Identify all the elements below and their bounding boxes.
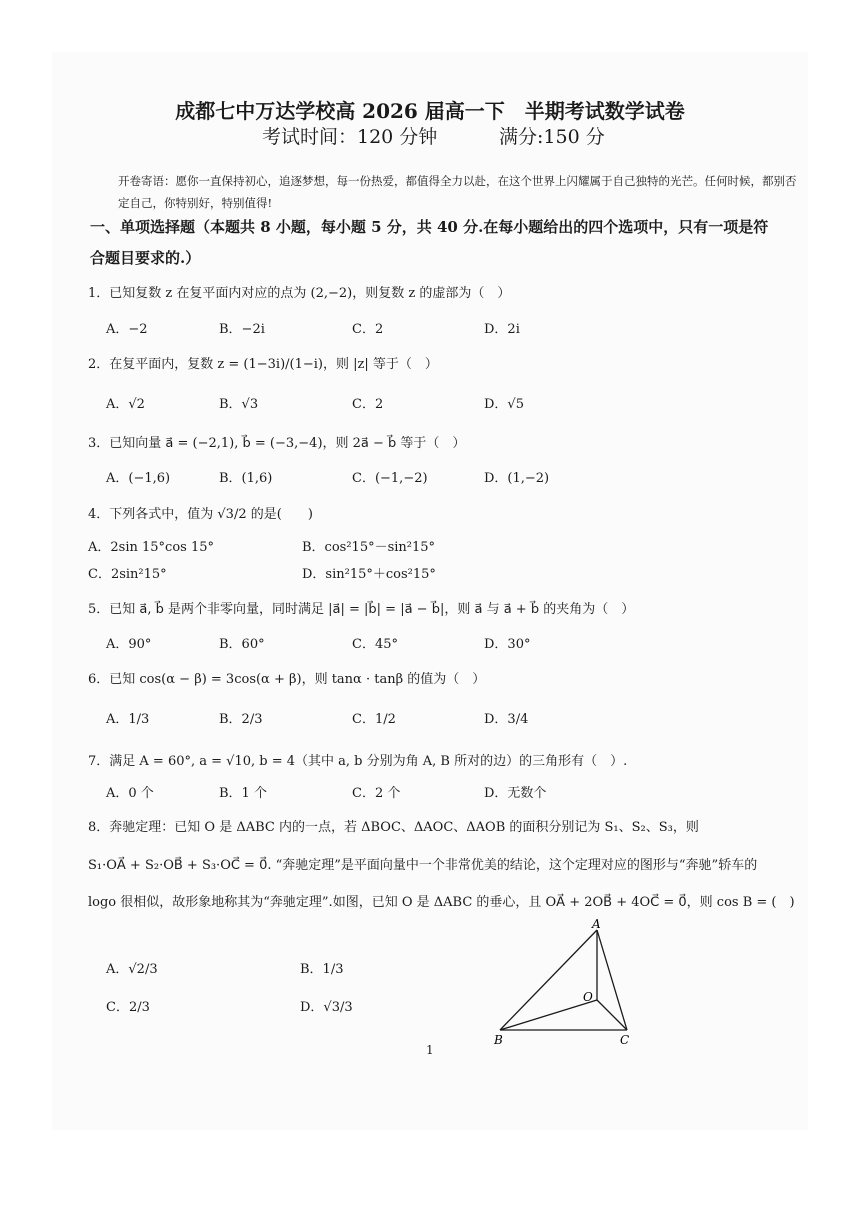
question-6-option-a: A．1/3 [106,712,150,727]
question-8-option-b: B．1/3 [300,962,344,977]
question-7-option-b: B．1 个 [219,786,267,801]
page-number: 1 [426,1043,434,1057]
exam-title: 成都七中万达学校高 2026 届高一下 半期考试数学试卷 [175,99,685,123]
exam-time: 考试时间：120 分钟 [262,126,438,148]
label-b: B [494,1033,503,1047]
exam-score: 满分:150 分 [499,126,605,148]
question-1-stem: 1．已知复数 z 在复平面内对应的点为 (2,−2)，则复数 z 的虚部为（ ） [88,286,511,301]
question-3-option-d: D．(1,−2) [484,471,550,486]
question-8-option-d: D．√3/3 [300,1000,353,1015]
question-8-stem-line-2: S₁·OA⃗ + S₂·OB⃗ + S₃·OC⃗ = 0⃗. “奔驰定理”是平面向量中一个非常优美的结论，这个定理对应的图形与“奔驰”轿车的 [88,858,758,873]
question-7-option-c: C．2 个 [352,786,401,801]
question-5-option-a: A．90° [106,637,152,652]
question-7-stem: 7．满足 A = 60°, a = √10, b = 4（其中 a, b 分别为角 A, B 所对的边）的三角形有（ ）. [88,754,628,769]
triangle-figure [490,915,640,1050]
question-4-option-b: B．cos²15°－sin²15° [302,540,436,555]
question-6-option-d: D．3/4 [484,712,529,727]
question-4-option-d: D．sin²15°＋cos²15° [302,567,436,582]
question-6-option-b: B．2/3 [219,712,263,727]
question-3-option-b: B．(1,6) [219,471,273,486]
question-7-option-a: A．0 个 [106,786,154,801]
opening-message: 开卷寄语：愿你一直保持初心，追逐梦想，每一份热爱，都值得全力以赴，在这个世界上闪耀属于自己独特的光芒。任何时候，都别否定自己，你特别好，特别值得! [118,174,797,210]
question-2-option-d: D．√5 [484,397,524,412]
question-2-option-c: C．2 [352,397,384,412]
question-5-stem: 5．已知 a⃗, b⃗ 是两个非零向量，同时满足 |a⃗| = |b⃗| = |a⃗ − b⃗|，则 a⃗ 与 a⃗ + b⃗ 的夹角为（ ） [88,602,635,617]
question-1-option-c: C．2 [352,322,384,337]
question-8-stem-line-3: logo 很相似，故形象地称其为“奔驰定理”.如图，已知 O 是 ΔABC 的垂心，且 OA⃗ + 2OB⃗ + 4OC⃗ = 0⃗，则 cos B = ( ) [88,895,795,910]
question-3-stem: 3．已知向量 a⃗ = (−2,1), b⃗ = (−3,−4)，则 2a⃗ − b⃗ 等于（ ） [88,436,466,451]
question-1-option-a: A．−2 [106,322,148,337]
question-7-option-d: D．无数个 [484,786,547,801]
question-4-option-a: A．2sin 15°cos 15° [88,540,214,555]
question-1-option-d: D．2i [484,322,520,337]
label-a: A [592,917,601,931]
question-2-stem: 2．在复平面内，复数 z = (1−3i)/(1−i)，则 |z| 等于（ ） [88,357,438,372]
question-4-option-c: C．2sin²15° [88,567,167,582]
question-8-stem: 8．奔驰定理：已知 O 是 ΔABC 内的一点，若 ΔBOC、ΔAOC、ΔAOB 的面积分别记为 S₁、S₂、S₃，则 [88,820,699,835]
question-8-option-a: A．√2/3 [106,962,158,977]
question-5-option-c: C．45° [352,637,398,652]
question-4-stem: 4．下列各式中，值为 √3/2 的是( ) [88,507,313,522]
question-2-option-a: A．√2 [106,397,145,412]
question-3-option-c: C．(−1,−2) [352,471,428,486]
question-6-stem: 6．已知 cos(α − β) = 3cos(α + β)，则 tanα · tanβ 的值为（ ） [88,672,486,687]
label-o: O [583,990,593,1004]
question-2-option-b: B．√3 [219,397,259,412]
question-5-option-d: D．30° [484,637,531,652]
label-c: C [620,1033,630,1047]
question-6-option-c: C．1/2 [352,712,396,727]
question-1-option-b: B．−2i [219,322,265,337]
question-8-option-c: C．2/3 [106,1000,150,1015]
section-heading: 一、单项选择题（本题共 8 小题，每小题 5 分，共 40 分.在每小题给出的四个选项中，只有一项是符合题目要求的.） [90,218,769,267]
question-5-option-b: B．60° [219,637,265,652]
question-3-option-a: A．(−1,6) [106,471,171,486]
